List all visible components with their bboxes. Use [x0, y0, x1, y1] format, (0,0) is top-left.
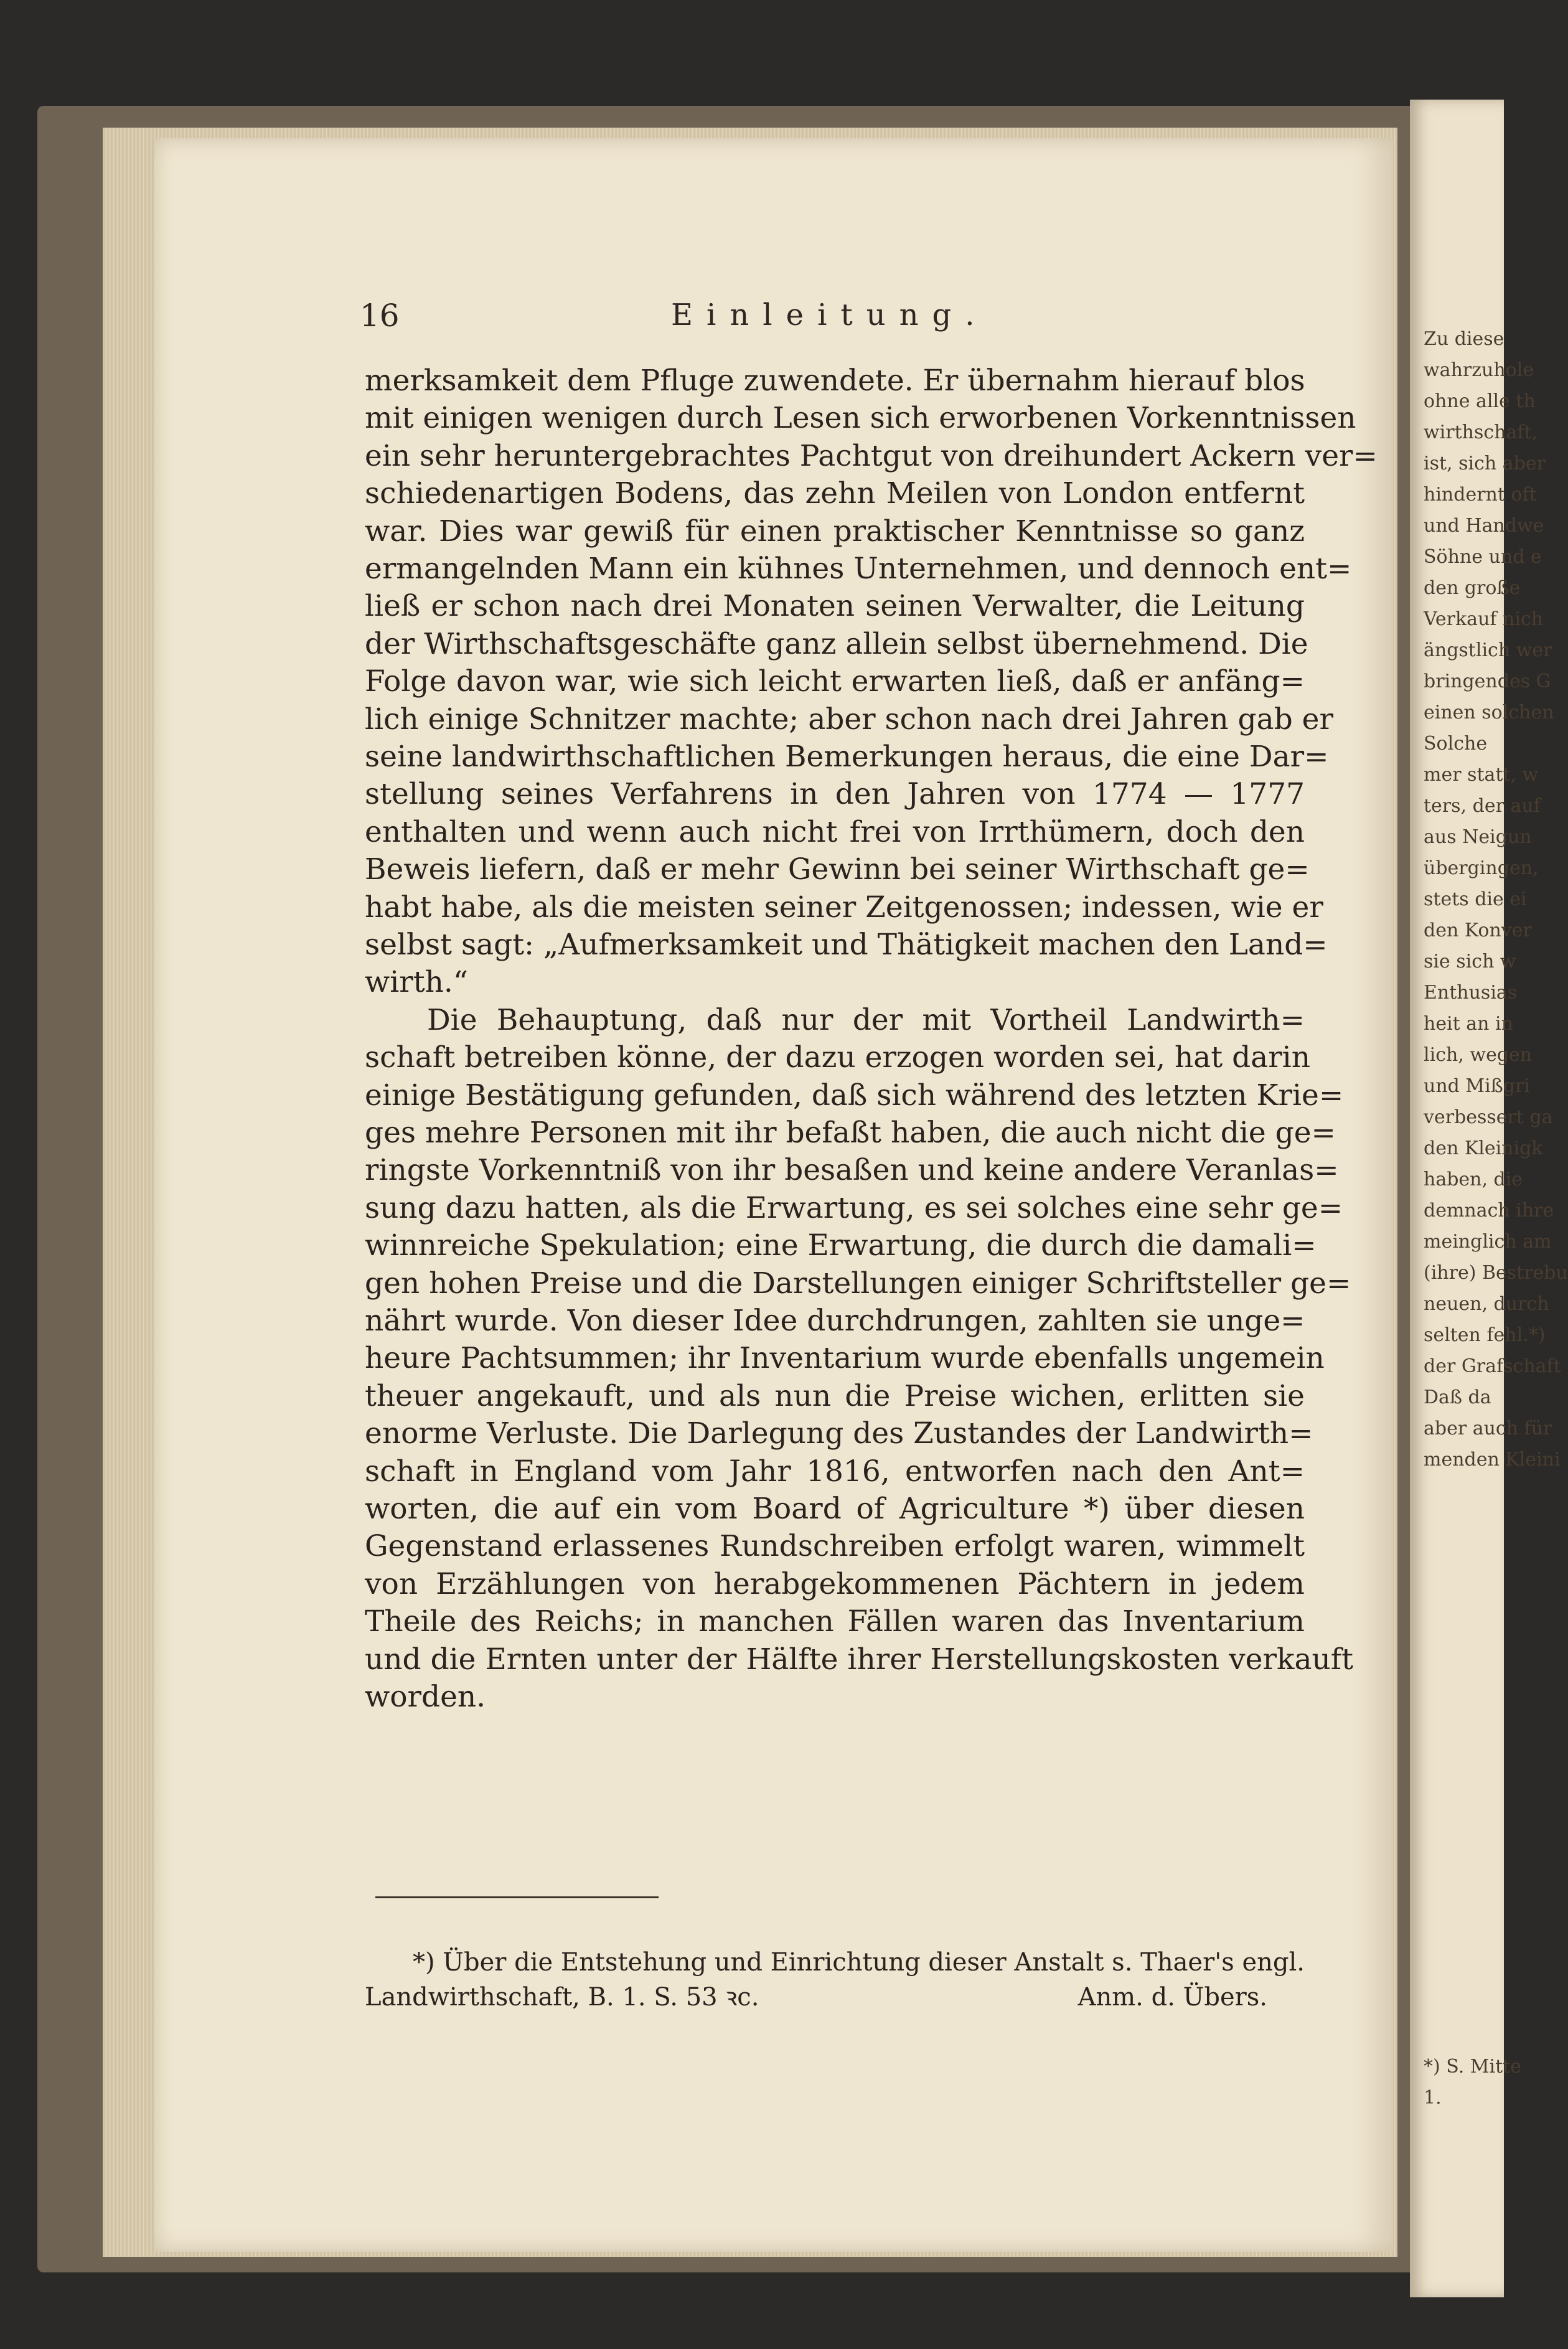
text-line: ermangelnden Mann ein kühnes Unternehmen, und dennoch ent=	[365, 552, 1352, 586]
text-line: schaft betreiben könne, der dazu erzogen worden sei, hat darin	[365, 1040, 1310, 1075]
facing-page-fragment: aus Neigun	[1424, 826, 1532, 848]
text-line: nährt wurde. Von dieser Idee durchdrungen, zahlten sie unge=	[365, 1304, 1305, 1338]
text-line: heure Pachtsummen; ihr Inventarium wurde ebenfalls ungemein	[365, 1341, 1325, 1376]
text-line: von Erzählungen von herabgekommenen Pächtern in jedem	[365, 1566, 1305, 1601]
text-line: selbst sagt: „Aufmerksamkeit und Thätigkeit machen den Land=	[365, 928, 1328, 962]
facing-page-fragment: der Grafschaft	[1424, 1355, 1561, 1377]
facing-page-fragment: menden Kleini	[1424, 1449, 1561, 1471]
text-line: worten, die auf ein vom Board of Agriculture *) über diesen	[365, 1492, 1305, 1526]
facing-page-fragment: lich, wegen	[1424, 1044, 1533, 1066]
facing-page-fragment: bringendes G	[1424, 671, 1551, 692]
facing-page-fragment: Verkauf nich	[1424, 608, 1544, 630]
footnote-line-2	[365, 1980, 1305, 2015]
text-line: schaft in England vom Jahr 1816, entworfen nach den Ant=	[365, 1454, 1305, 1489]
facing-page-fragment: demnach ihre	[1424, 1200, 1554, 1222]
text-line: sung dazu hatten, als die Erwartung, es sei solches eine sehr ge=	[365, 1190, 1343, 1225]
text-line: stellung seines Verfahrens in den Jahren von 1774 — 1777	[365, 777, 1305, 812]
facing-page-fragment: und Handwe	[1424, 515, 1544, 537]
facing-page-fragment: (ihre) Bestrebu	[1424, 1262, 1568, 1284]
text-line: winnreiche Spekulation; eine Erwartung, die durch die damali=	[365, 1228, 1317, 1263]
page-number: 16	[360, 298, 400, 334]
text-line: einige Bestätigung gefunden, daß sich während des letzten Krie=	[365, 1078, 1344, 1113]
facing-page-fragment: *) S. Mitte	[1424, 2056, 1521, 2078]
facing-page-fragment: haben, die	[1424, 1169, 1523, 1190]
facing-page-fragment: wahrzuhole	[1424, 359, 1534, 381]
facing-page-fragment: mer statt, w	[1424, 764, 1539, 786]
text-line: und die Ernten unter der Hälfte ihrer Herstellungskosten verkauft	[365, 1642, 1354, 1677]
facing-page-fragment: ist, sich aber	[1424, 453, 1546, 474]
facing-page-fragment: sie sich w	[1424, 951, 1516, 972]
facing-page-fragment: neuen, durch	[1424, 1293, 1549, 1315]
text-line: ließ er schon nach drei Monaten seinen Verwalter, die Leitung	[365, 589, 1305, 624]
text-line: worden.	[365, 1680, 486, 1714]
text-line: enorme Verluste. Die Darlegung des Zustandes der Landwirth=	[365, 1416, 1313, 1451]
text-line: Die Behauptung, daß nur der mit Vortheil Landwirth=	[427, 1002, 1305, 1037]
facing-page-fragment: Solche	[1424, 733, 1488, 755]
text-line: theuer angekauft, und als nun die Preise wichen, erlitten sie	[365, 1378, 1305, 1413]
footnote-reference: Landwirthschaft, B. 1. S. 53 ꝛc.	[365, 1983, 759, 2012]
footnote-rule	[375, 1896, 659, 1898]
facing-page-fragment: einen solchen	[1424, 702, 1554, 723]
facing-page-fragment: Daß da	[1424, 1386, 1491, 1408]
text-line: habt habe, als die meisten seiner Zeitgenossen; indessen, wie er	[365, 890, 1323, 925]
facing-page-fragment: wirthschaft,	[1424, 421, 1538, 443]
facing-page-fragment: ängstlich wer	[1424, 639, 1552, 661]
text-line: Theile des Reichs; in manchen Fällen waren das Inventarium	[365, 1604, 1305, 1639]
text-line: Folge davon war, wie sich leicht erwarten ließ, daß er anfäng=	[365, 664, 1305, 699]
text-line: lich einige Schnitzer machte; aber schon nach drei Jahren gab er	[365, 702, 1333, 737]
text-line: seine landwirthschaftlichen Bemerkungen heraus, die eine Dar=	[365, 740, 1329, 774]
text-line: merksamkeit dem Pfluge zuwendete. Er übernahm hierauf blos	[365, 364, 1305, 398]
text-line: enthalten und wenn auch nicht frei von Irrthümern, doch den	[365, 814, 1305, 849]
facing-page-fragment: meinglich am	[1424, 1231, 1552, 1253]
facing-page-fragment: den Konver	[1424, 920, 1532, 941]
facing-page-fragment: ohne alle th	[1424, 390, 1536, 412]
translator-note: Anm. d. Übers.	[1077, 1983, 1267, 2012]
facing-page-fragment: den große	[1424, 577, 1521, 599]
text-line: ringste Vorkenntniß von ihr besaßen und keine andere Veranlas=	[365, 1153, 1339, 1188]
footnote-line-1	[365, 1945, 1305, 1980]
text-line: ein sehr heruntergebrachtes Pachtgut von dreihundert Ackern ver=	[365, 438, 1378, 473]
text-line: wirth.“	[365, 965, 468, 1000]
facing-page-fragment: heit an in	[1424, 1013, 1513, 1035]
facing-page-fragment: verbessert ga	[1424, 1106, 1553, 1128]
facing-page-fragment: ters, der auf	[1424, 795, 1541, 817]
running-head: Einleitung.	[671, 298, 988, 332]
facing-page-fragment: den Kleinigk	[1424, 1137, 1543, 1159]
facing-page-fragment: hindernt oft	[1424, 484, 1537, 506]
facing-page-fragment: Söhne und e	[1424, 546, 1542, 568]
text-line: der Wirthschaftsgeschäfte ganz allein selbst übernehmend. Die	[365, 626, 1308, 661]
text-line: war. Dies war gewiß für einen praktischer Kenntnisse so ganz	[365, 514, 1305, 548]
facing-page-fragment: aber auch für	[1424, 1418, 1552, 1439]
facing-page-fragment: übergingen,	[1424, 857, 1539, 879]
facing-page-fragment: Enthusias	[1424, 982, 1518, 1004]
footnote-text-1: *) Über die Entstehung und Einrichtung dieser Anstalt s. Thaer's engl.	[412, 1948, 1305, 1977]
text-line: gen hohen Preise und die Darstellungen einiger Schriftsteller ge=	[365, 1266, 1351, 1301]
text-line: mit einigen wenigen durch Lesen sich erworbenen Vorkenntnissen	[365, 401, 1356, 436]
text-line: ges mehre Personen mit ihr befaßt haben, die auch nicht die ge=	[365, 1116, 1336, 1150]
facing-page-fragment: selten fehl.*)	[1424, 1324, 1546, 1346]
facing-page-fragment: 1.	[1424, 2087, 1442, 2109]
facing-page-fragment: und Mißgri	[1424, 1075, 1530, 1097]
text-line: schiedenartigen Bodens, das zehn Meilen von London entfernt	[365, 476, 1305, 511]
facing-page	[1410, 100, 1568, 2297]
text-line: Gegenstand erlassenes Rundschreiben erfolgt waren, wimmelt	[365, 1529, 1305, 1564]
facing-page-fragment: Zu diese	[1424, 328, 1505, 350]
facing-page-fragment: stets die ei	[1424, 888, 1527, 910]
text-line: Beweis liefern, daß er mehr Gewinn bei seiner Wirthschaft ge=	[365, 852, 1310, 887]
